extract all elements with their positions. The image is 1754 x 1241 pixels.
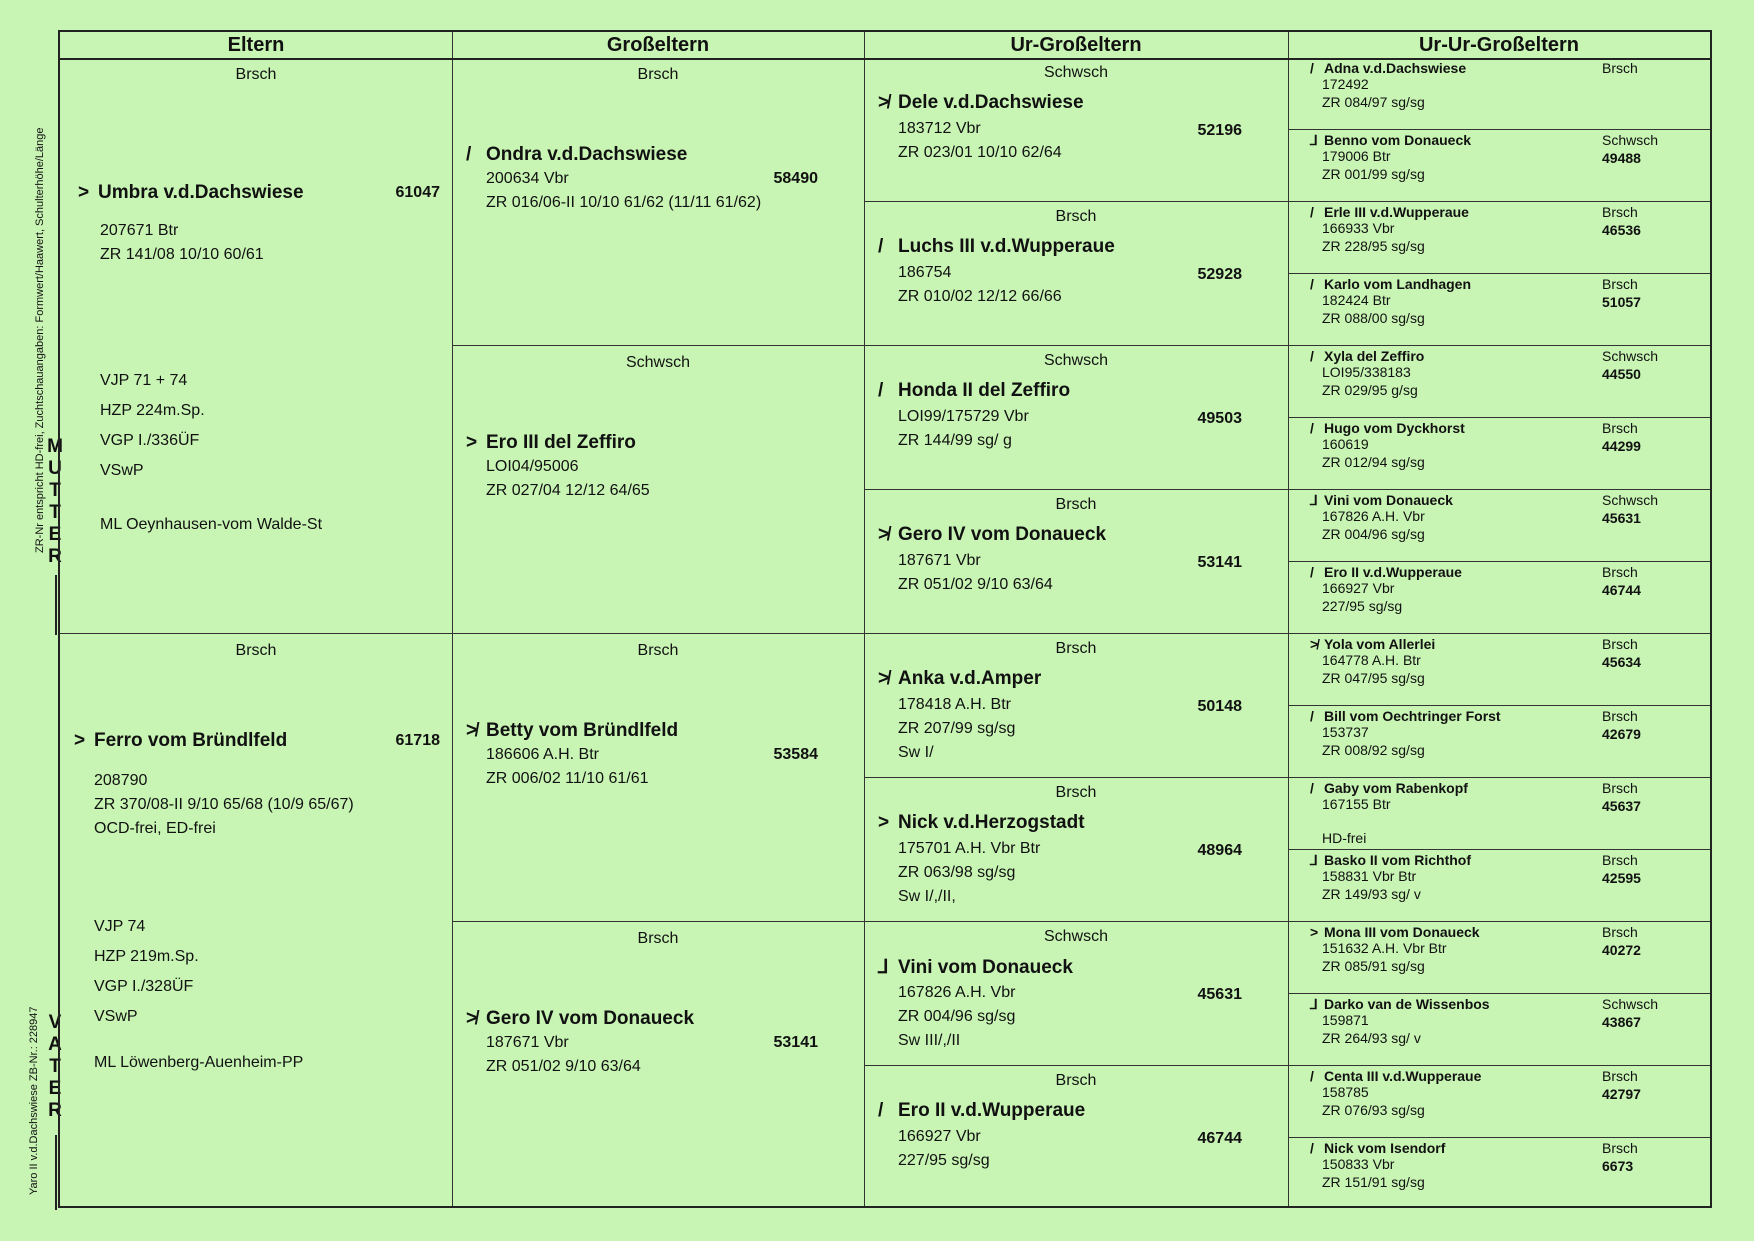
dog-name xyxy=(1310,348,1424,364)
grandparent-cell xyxy=(452,634,864,922)
color: Schwsch xyxy=(1602,132,1659,148)
dog-name-text: Karlo vom Landhagen xyxy=(1324,276,1472,292)
pedigree-symbol: > xyxy=(466,432,478,453)
dog-line: 150833 Vbr xyxy=(1322,1156,1395,1172)
dog-line: ZR 023/01 10/10 62/64 xyxy=(898,144,1062,161)
dog-line: ZR 076/93 sg/sg xyxy=(1322,1102,1425,1118)
dog-line: OCD-frei, ED-frei xyxy=(94,820,216,837)
dog-line: 166927 Vbr xyxy=(898,1128,981,1145)
pedigree-symbol: / xyxy=(878,380,884,401)
dog-name xyxy=(466,432,636,454)
dog-name xyxy=(1310,996,1490,1013)
mutter-line xyxy=(55,575,57,635)
dog-line: ZR 012/94 sg/sg xyxy=(1322,454,1425,470)
dog-line: 167826 A.H. Vbr xyxy=(898,984,1016,1001)
dog-name xyxy=(466,144,687,166)
dog-line: 167155 Btr xyxy=(1322,796,1391,812)
dog-name-text: Vini vom Donaueck xyxy=(898,957,1073,978)
dog-line: 175701 A.H. Vbr Btr xyxy=(898,840,1041,857)
mutter-letter: M xyxy=(47,436,63,457)
dog-line: LOI04/95006 xyxy=(486,458,579,475)
dog-line: ZR 051/02 9/10 63/64 xyxy=(486,1058,641,1075)
vgp: VGP I./328ÜF xyxy=(94,978,194,995)
vater-letter: V xyxy=(48,1012,62,1033)
ml: ML Löwenberg-Auenheim-PP xyxy=(94,1054,304,1071)
dog-number: 53584 xyxy=(773,746,818,763)
dog-line: ZR 027/04 12/12 64/65 xyxy=(486,482,650,499)
dog-number: 46536 xyxy=(1602,222,1641,238)
col-grosseltern xyxy=(452,32,865,1206)
color: Brsch xyxy=(1602,276,1638,292)
pedigree-symbol: ≯ xyxy=(878,92,890,113)
great-great-grandparent-cell xyxy=(1288,418,1710,490)
side-dog-id: Yaro II v.d.Dachswiese ZB-Nr.: 228947 xyxy=(28,1006,40,1195)
col-eltern xyxy=(60,32,453,1206)
dog-line: 227/95 sg/sg xyxy=(1322,598,1403,614)
dog-line: 151632 A.H. Vbr Btr xyxy=(1322,940,1447,956)
dog-name xyxy=(1310,420,1465,436)
pedigree-table xyxy=(58,30,1712,1208)
dog-number: 46744 xyxy=(1602,582,1641,598)
dog-name xyxy=(1310,924,1480,940)
dog-line: ZR 004/96 sg/sg xyxy=(1322,526,1425,542)
dog-line: 183712 Vbr xyxy=(898,120,981,137)
dog-name-text: Hugo vom Dyckhorst xyxy=(1324,420,1465,436)
dog-name xyxy=(1310,1068,1481,1084)
dog-line: ZR 016/06-II 10/10 61/62 (11/11 61/62) xyxy=(486,194,762,211)
vater-letter: R xyxy=(48,1100,62,1121)
vater-line xyxy=(55,1135,57,1210)
dog-line: ZR 001/99 sg/sg xyxy=(1322,166,1425,182)
dog-name-text: Adna v.d.Dachswiese xyxy=(1324,60,1467,76)
pedigree-symbol: / xyxy=(878,236,884,257)
dog-line: 187671 Vbr xyxy=(486,1034,569,1051)
col-ur-ur-grosseltern xyxy=(1288,32,1710,1206)
dog-line: 166927 Vbr xyxy=(1322,580,1395,596)
pedigree-symbol: ⅃ xyxy=(878,957,889,978)
dog-number: 53141 xyxy=(773,1034,818,1051)
color: Brsch xyxy=(1055,640,1097,657)
dog-line: 167826 A.H. Vbr xyxy=(1322,508,1425,524)
dog-number: 52928 xyxy=(1197,266,1242,283)
color: Brsch xyxy=(1055,1072,1097,1089)
pedigree-symbol: > xyxy=(1310,924,1319,940)
great-great-grandparent-cell xyxy=(1288,274,1710,346)
dog-line: ZR 370/08-II 9/10 65/68 (10/9 65/67) xyxy=(94,796,354,813)
color: Brsch xyxy=(637,930,679,947)
dog-name xyxy=(878,668,1041,690)
great-great-grandparent-cell xyxy=(1288,202,1710,274)
dog-name-text: Basko II vom Richthof xyxy=(1324,852,1472,868)
dog-number: 6673 xyxy=(1602,1158,1634,1174)
color: Schwsch xyxy=(1602,996,1659,1012)
dog-name xyxy=(1310,276,1471,292)
dog-name xyxy=(1310,204,1469,220)
great-great-grandparent-cell xyxy=(1288,490,1710,562)
dog-line: 158785 xyxy=(1322,1084,1369,1100)
color: Schwsch xyxy=(1602,492,1659,508)
dog-name-text: Ero III del Zeffiro xyxy=(486,432,636,453)
dog-name-text: Vini vom Donaueck xyxy=(1324,492,1453,508)
dog-number: 51057 xyxy=(1602,294,1641,310)
pedigree-symbol: ≯ xyxy=(466,720,478,741)
dog-line: ZR 004/96 sg/sg xyxy=(898,1008,1016,1025)
color: Schwsch xyxy=(1043,64,1109,81)
color: Brsch xyxy=(1602,204,1638,220)
vater-letter: A xyxy=(48,1034,62,1055)
great-great-grandparent-cell xyxy=(1288,706,1710,778)
great-great-grandparent-cell xyxy=(1288,778,1710,850)
dog-line: ZR 088/00 sg/sg xyxy=(1322,310,1425,326)
dog-name-text: Darko van de Wissenbos xyxy=(1324,996,1490,1012)
color: Schwsch xyxy=(1043,928,1109,945)
dog-name xyxy=(878,92,1084,114)
dog-name-text: Betty vom Bründlfeld xyxy=(486,720,679,741)
great-great-grandparent-cell xyxy=(1288,1066,1710,1138)
pedigree-symbol: ⅃ xyxy=(1310,852,1318,868)
header-ur-grosseltern: Ur-Großeltern xyxy=(864,32,1288,60)
dog-name-text: Erle III v.d.Wupperaue xyxy=(1324,204,1469,220)
dog-line: 166933 Vbr xyxy=(1322,220,1395,236)
dog-line: LOI95/338183 xyxy=(1322,364,1411,380)
dog-line: ZR 207/99 sg/sg xyxy=(898,720,1016,737)
mutter-letter: T xyxy=(49,502,61,523)
dog-name-text: Dele v.d.Dachswiese xyxy=(898,92,1084,113)
dog-line: 200634 Vbr xyxy=(486,170,569,187)
dog-name-text: Ero II v.d.Wupperaue xyxy=(1324,564,1462,580)
mutter-letter: U xyxy=(48,458,62,479)
color: Brsch xyxy=(1055,208,1097,225)
dog-line: 159871 xyxy=(1322,1012,1369,1028)
vswp: VSwP xyxy=(100,462,144,479)
dog-name-text: Ero II v.d.Wupperaue xyxy=(898,1100,1086,1121)
dog-name-text: Gero IV vom Donaueck xyxy=(898,524,1107,545)
grandparent-cell xyxy=(452,922,864,1210)
great-great-grandparent-cell xyxy=(1288,850,1710,922)
dog-number: 48964 xyxy=(1197,842,1242,859)
dog-line: LOI99/175729 Vbr xyxy=(898,408,1029,425)
color: Brsch xyxy=(1602,924,1638,940)
col-ur-grosseltern xyxy=(864,32,1289,1206)
pedigree-symbol: / xyxy=(1310,204,1314,220)
pedigree-symbol: / xyxy=(1310,1068,1314,1084)
dog-line: ZR 228/95 sg/sg xyxy=(1322,238,1425,254)
pedigree-symbol: / xyxy=(1310,780,1314,796)
dog-line: 187671 Vbr xyxy=(898,552,981,569)
pedigree-symbol: / xyxy=(878,1100,884,1121)
dog-name-text: Luchs III v.d.Wupperaue xyxy=(898,236,1115,257)
great-great-grandparent-cell xyxy=(1288,634,1710,706)
dog-name xyxy=(1310,564,1462,580)
dog-line: ZR 008/92 sg/sg xyxy=(1322,742,1425,758)
dog-name-text: Gaby vom Rabenkopf xyxy=(1324,780,1468,796)
pedigree-symbol: / xyxy=(466,144,472,165)
dog-line: 160619 xyxy=(1322,436,1369,452)
great-great-grandparent-cell xyxy=(1288,562,1710,634)
pedigree-symbol: / xyxy=(1310,1140,1314,1156)
dog-line: 172492 xyxy=(1322,76,1369,92)
dog-number: 46744 xyxy=(1197,1130,1242,1147)
pedigree-symbol: / xyxy=(1310,708,1314,724)
dog-name xyxy=(878,236,1115,258)
dog-name xyxy=(878,956,1073,979)
dog-number: 40272 xyxy=(1602,942,1641,958)
color: Brsch xyxy=(1602,636,1638,652)
dog-name xyxy=(1310,852,1471,869)
dog-line: 178418 A.H. Btr xyxy=(898,696,1011,713)
dog-name xyxy=(1310,708,1501,724)
header-grosseltern: Großeltern xyxy=(452,32,864,60)
color: Brsch xyxy=(1602,420,1638,436)
color: Brsch xyxy=(1602,1068,1638,1084)
dog-line: 153737 xyxy=(1322,724,1369,740)
great-grandparent-cell xyxy=(864,1066,1288,1210)
dog-line: ZR 029/95 g/sg xyxy=(1322,382,1418,398)
pedigree-symbol: > xyxy=(878,812,890,833)
dog-line: HD-frei xyxy=(1322,830,1367,846)
dog-line: ZR 006/02 11/10 61/61 xyxy=(486,770,649,787)
dog-line: Sw III/,/II xyxy=(898,1032,961,1049)
dog-name xyxy=(1310,780,1468,796)
pedigree-symbol: ≯ xyxy=(878,668,890,689)
great-great-grandparent-cell xyxy=(1288,58,1710,130)
dog-line: ZR 085/91 sg/sg xyxy=(1322,958,1425,974)
dog-name xyxy=(1310,636,1435,652)
pedigree-symbol: / xyxy=(1310,420,1314,436)
dog-name-text: Gero IV vom Donaueck xyxy=(486,1008,695,1029)
dog-name xyxy=(466,720,678,742)
dog-name-text: Anka v.d.Amper xyxy=(898,668,1042,689)
color: Brsch xyxy=(1602,1140,1638,1156)
great-grandparent-cell xyxy=(864,922,1288,1066)
dog-name-text: Honda II del Zeffiro xyxy=(898,380,1071,401)
dog-number: 42595 xyxy=(1602,870,1641,886)
grandparent-cell xyxy=(452,58,864,346)
dog-line: 182424 Btr xyxy=(1322,292,1391,308)
color: Brsch xyxy=(1602,708,1638,724)
vjp: VJP 71 + 74 xyxy=(100,372,188,389)
dog-name xyxy=(466,1008,694,1030)
vater-letter: E xyxy=(48,1078,62,1099)
color: Brsch xyxy=(235,642,277,659)
header-eltern: Eltern xyxy=(60,32,452,60)
dog-number: 45631 xyxy=(1602,510,1641,526)
dog-line: 227/95 sg/sg xyxy=(898,1152,990,1169)
pedigree-symbol: / xyxy=(1310,276,1314,292)
dog-name-text: Nick v.d.Herzogstadt xyxy=(898,812,1085,833)
great-grandparent-cell xyxy=(864,202,1288,346)
dog-name xyxy=(878,524,1106,546)
dog-line: 164778 A.H. Btr xyxy=(1322,652,1421,668)
great-grandparent-cell xyxy=(864,778,1288,922)
dog-line: ZR 149/93 sg/ v xyxy=(1322,886,1421,902)
dog-line: ZR 010/02 12/12 66/66 xyxy=(898,288,1062,305)
great-grandparent-cell xyxy=(864,346,1288,490)
dog-line: 207671 Btr xyxy=(100,222,179,239)
color: Schwsch xyxy=(625,354,691,371)
pedigree-symbol: / xyxy=(1310,564,1314,580)
dog-line: ZR 084/97 sg/sg xyxy=(1322,94,1425,110)
mutter-letter: T xyxy=(49,480,61,501)
great-grandparent-cell xyxy=(864,58,1288,202)
dog-name xyxy=(878,812,1085,834)
dog-name-text: Ondra v.d.Dachswiese xyxy=(486,144,688,165)
pedigree-symbol: ≯ xyxy=(878,524,890,545)
dog-number: 52196 xyxy=(1197,122,1242,139)
color: Brsch xyxy=(1055,496,1097,513)
pedigree-symbol: / xyxy=(1310,60,1314,76)
pedigree-symbol: ⅃ xyxy=(1310,132,1318,148)
vjp: VJP 74 xyxy=(94,918,146,935)
color: Brsch xyxy=(1602,780,1638,796)
pedigree-symbol: / xyxy=(1310,348,1314,364)
great-grandparent-cell xyxy=(864,634,1288,778)
vgp: VGP I./336ÜF xyxy=(100,432,200,449)
great-great-grandparent-cell xyxy=(1288,994,1710,1066)
dog-name xyxy=(1310,60,1466,76)
dog-name-text: Mona III vom Donaueck xyxy=(1324,924,1480,940)
dog-line: ZR 063/98 sg/sg xyxy=(898,864,1016,881)
dog-number: 42679 xyxy=(1602,726,1641,742)
dog-line: 186754 xyxy=(898,264,952,281)
ml: ML Oeynhausen-vom Walde-St xyxy=(100,516,323,533)
dog-number: 44550 xyxy=(1602,366,1641,382)
hzp: HZP 219m.Sp. xyxy=(94,948,199,965)
dog-line: ZR 141/08 10/10 60/61 xyxy=(100,246,264,263)
color: Brsch xyxy=(1055,784,1097,801)
dog-line: ZR 144/99 sg/ g xyxy=(898,432,1012,449)
dog-name-text: Bill vom Oechtringer Forst xyxy=(1324,708,1501,724)
dog-name xyxy=(878,380,1070,402)
dog-line: Sw I/,/II, xyxy=(898,888,956,905)
grandparent-cell xyxy=(452,346,864,634)
dog-name-text: Nick vom Isendorf xyxy=(1324,1140,1446,1156)
color: Brsch xyxy=(1602,564,1638,580)
dog-line: 158831 Vbr Btr xyxy=(1322,868,1417,884)
dog-name-text: Xyla del Zeffiro xyxy=(1324,348,1425,364)
dog-line: ZR 051/02 9/10 63/64 xyxy=(898,576,1053,593)
great-great-grandparent-cell xyxy=(1288,1138,1710,1210)
dog-name-text: Benno vom Donaueck xyxy=(1324,132,1472,148)
dog-number: 53141 xyxy=(1197,554,1242,571)
parent-mutter xyxy=(60,58,452,634)
color: Brsch xyxy=(235,66,277,83)
dog-name xyxy=(878,1100,1085,1122)
dog-number: 42797 xyxy=(1602,1086,1641,1102)
great-grandparent-cell xyxy=(864,490,1288,634)
parent-vater xyxy=(60,634,452,1210)
dog-number: 61718 xyxy=(395,732,440,749)
dog-line: 179006 Btr xyxy=(1322,148,1391,164)
dog-number: 45637 xyxy=(1602,798,1641,814)
dog-number: 49488 xyxy=(1602,150,1641,166)
dog-number: 45634 xyxy=(1602,654,1641,670)
dog-number: 50148 xyxy=(1197,698,1242,715)
vswp: VSwP xyxy=(94,1008,138,1025)
dog-name-text: Centa III v.d.Wupperaue xyxy=(1324,1068,1482,1084)
dog-number: 43867 xyxy=(1602,1014,1641,1030)
dog-name xyxy=(1310,132,1471,149)
color: Schwsch xyxy=(1602,348,1659,364)
color: Brsch xyxy=(1602,60,1638,76)
great-great-grandparent-cell xyxy=(1288,922,1710,994)
dog-line: 208790 xyxy=(94,772,148,789)
dog-name-text: Yola vom Allerlei xyxy=(1324,636,1436,652)
dog-line: ZR 047/95 sg/sg xyxy=(1322,670,1425,686)
dog-line: ZR 264/93 sg/ v xyxy=(1322,1030,1421,1046)
hzp: HZP 224m.Sp. xyxy=(100,402,205,419)
dog-name: > Umbra v.d.Dachswiese xyxy=(78,182,304,203)
dog-number: 45631 xyxy=(1197,986,1242,1003)
dog-number: 49503 xyxy=(1197,410,1242,427)
mutter-letter: E xyxy=(48,524,62,545)
great-great-grandparent-cell xyxy=(1288,346,1710,418)
pedigree-symbol: ⅃ xyxy=(1310,996,1318,1012)
dog-name xyxy=(1310,1140,1445,1156)
header-ur-ur-grosseltern: Ur-Ur-Großeltern xyxy=(1288,32,1710,60)
dog-line: 186606 A.H. Btr xyxy=(486,746,599,763)
dog-name xyxy=(1310,492,1453,509)
dog-line: ZR 151/91 sg/sg xyxy=(1322,1174,1425,1190)
dog-number: 44299 xyxy=(1602,438,1641,454)
vater-letter: T xyxy=(49,1056,61,1077)
color: Schwsch xyxy=(1043,352,1109,369)
color: Brsch xyxy=(637,642,679,659)
pedigree-symbol: ≯ xyxy=(466,1008,478,1029)
mutter-letter: R xyxy=(48,546,62,567)
great-great-grandparent-cell xyxy=(1288,130,1710,202)
color: Brsch xyxy=(637,66,679,83)
dog-name: > Ferro vom Bründlfeld xyxy=(74,730,288,751)
pedigree-symbol: ≯ xyxy=(1310,636,1319,652)
dog-line: Sw I/ xyxy=(898,744,934,761)
side-note: ZR-Nr entspricht HD-frei, Zuchtschauangaben: Formwert/Haawert, Schulterhöhe/Länge xyxy=(34,127,46,553)
color: Brsch xyxy=(1602,852,1638,868)
dog-number: 58490 xyxy=(773,170,818,187)
dog-number: 61047 xyxy=(395,184,440,201)
pedigree-symbol: ⅃ xyxy=(1310,492,1318,508)
